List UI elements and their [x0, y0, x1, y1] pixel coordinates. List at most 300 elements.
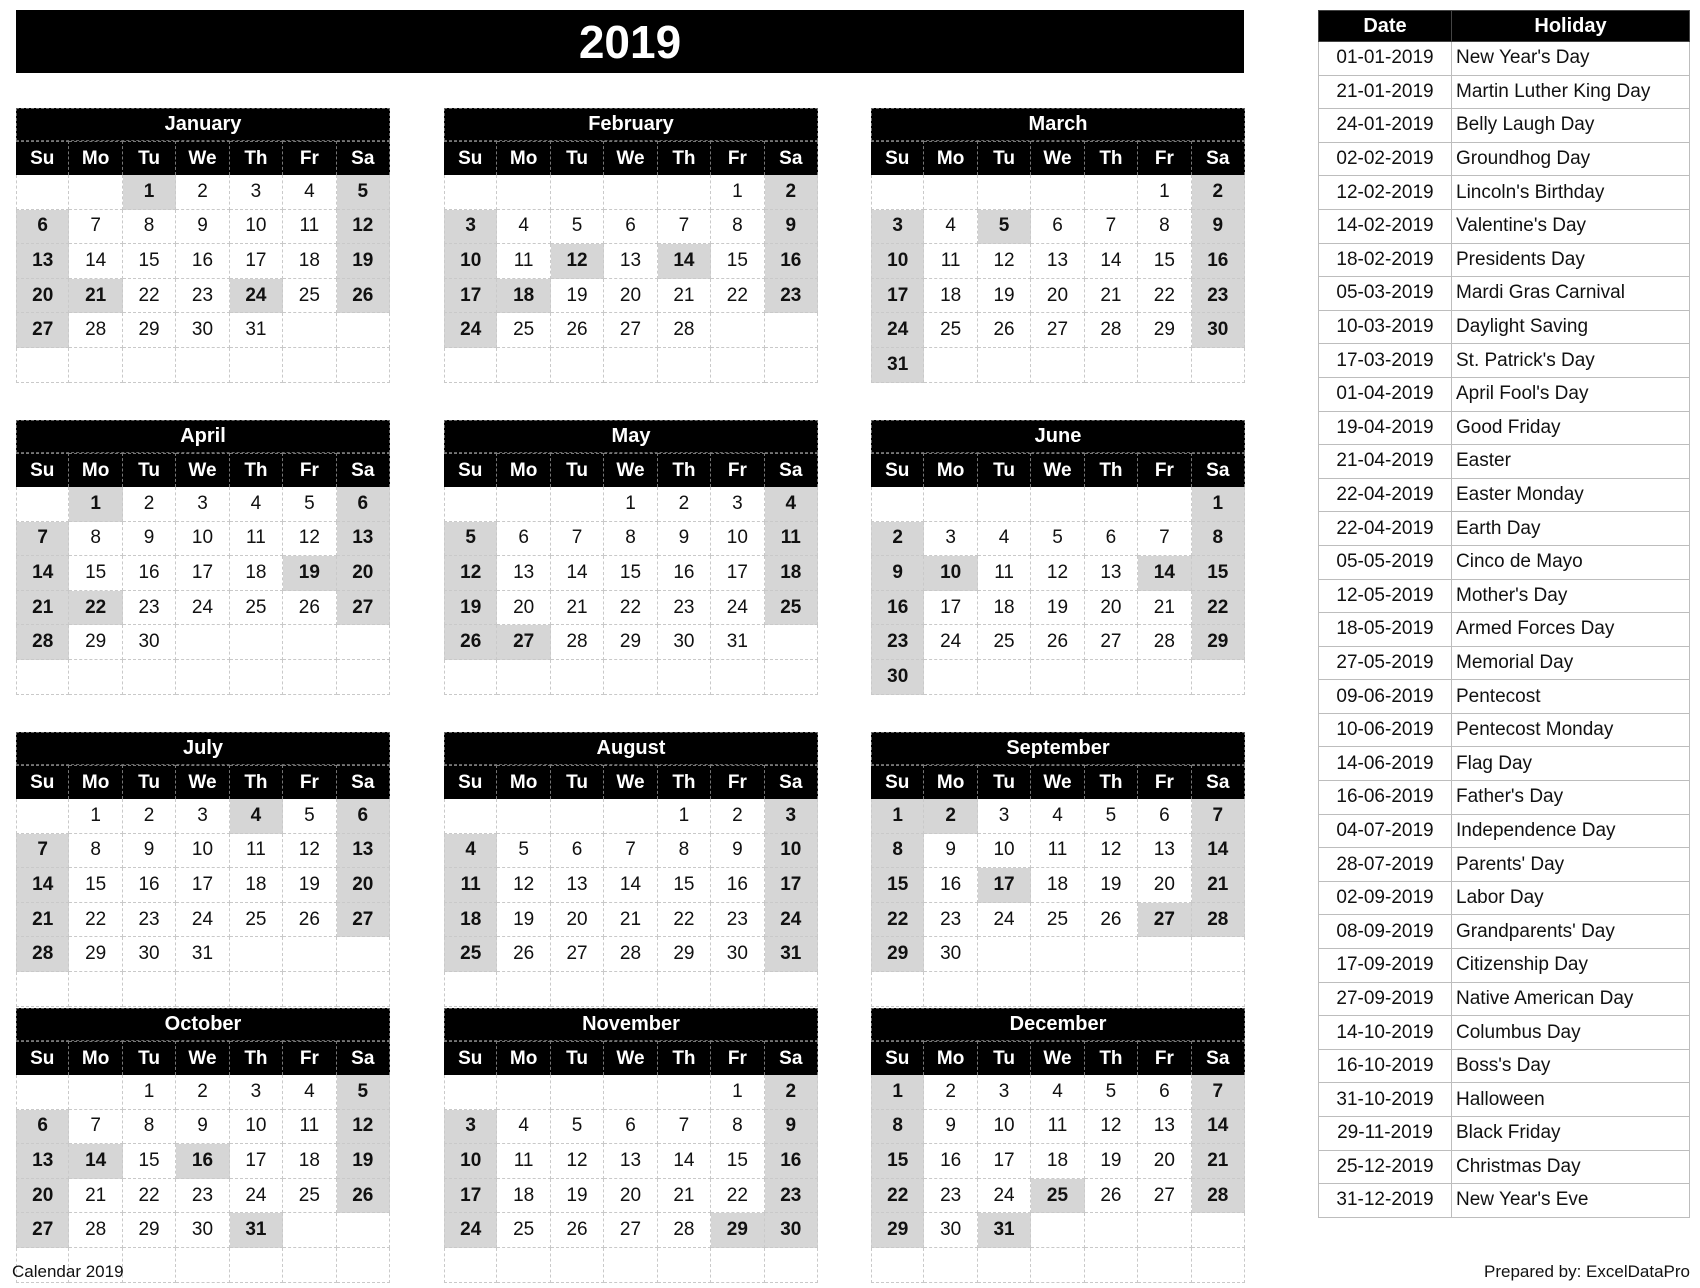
holiday-date: 17-03-2019	[1319, 344, 1452, 378]
empty-day-cell	[551, 660, 604, 695]
day-cell: 2	[924, 799, 977, 834]
day-cell: 28	[1192, 903, 1245, 938]
weekday-header: Fr	[711, 141, 764, 175]
weekday-header: Th	[230, 141, 283, 175]
empty-day-cell	[1192, 660, 1245, 695]
day-cell: 8	[1192, 522, 1245, 557]
day-cell: 12	[337, 210, 390, 245]
holiday-name: New Year's Eve	[1452, 1184, 1690, 1218]
weekday-header: Mo	[497, 1041, 550, 1075]
day-cell: 2	[123, 487, 176, 522]
weekday-header: Mo	[69, 1041, 122, 1075]
day-cell: 10	[444, 244, 497, 279]
date-column-header: Date	[1319, 11, 1452, 42]
day-cell: 26	[551, 1213, 604, 1248]
day-cell: 25	[497, 313, 550, 348]
day-cell: 19	[978, 279, 1031, 314]
empty-day-cell	[658, 175, 711, 210]
day-cell: 18	[924, 279, 977, 314]
holiday-row	[1319, 512, 1690, 546]
day-cell: 12	[444, 556, 497, 591]
weekday-header: We	[1031, 765, 1084, 799]
empty-day-cell	[497, 660, 550, 695]
day-cell: 21	[658, 1179, 711, 1214]
day-cell: 23	[924, 1179, 977, 1214]
day-cell: 7	[604, 834, 657, 869]
holiday-date: 17-09-2019	[1319, 949, 1452, 983]
day-cell: 31	[230, 313, 283, 348]
holiday-name: St. Patrick's Day	[1452, 344, 1690, 378]
day-cell: 17	[176, 556, 229, 591]
day-cell: 25	[765, 591, 818, 626]
weekday-header: Tu	[978, 765, 1031, 799]
weekday-header: Sa	[765, 1041, 818, 1075]
holiday-row	[1319, 747, 1690, 781]
day-cell: 17	[978, 868, 1031, 903]
weekday-header: Th	[230, 1041, 283, 1075]
holiday-date: 09-06-2019	[1319, 680, 1452, 714]
day-cell: 31	[765, 937, 818, 972]
calendar-title: 2019	[16, 10, 1244, 73]
day-cell: 5	[337, 1075, 390, 1110]
day-cell: 1	[711, 175, 764, 210]
day-cell: 24	[176, 591, 229, 626]
empty-day-cell	[176, 972, 229, 1007]
day-cell: 19	[497, 903, 550, 938]
weekday-header: Sa	[1192, 453, 1245, 487]
empty-day-cell	[1085, 972, 1138, 1007]
day-cell: 17	[924, 591, 977, 626]
weekday-header: We	[604, 453, 657, 487]
holiday-name: Pentecost	[1452, 680, 1690, 714]
day-cell: 21	[69, 279, 122, 314]
empty-day-cell	[337, 1213, 390, 1248]
empty-day-cell	[551, 348, 604, 383]
day-cell: 6	[1031, 210, 1084, 245]
day-cell: 4	[1031, 799, 1084, 834]
day-cell: 19	[337, 1144, 390, 1179]
empty-day-cell	[871, 175, 924, 210]
day-cell: 3	[230, 175, 283, 210]
holiday-row	[1319, 310, 1690, 344]
empty-day-cell	[604, 175, 657, 210]
holiday-date: 01-01-2019	[1319, 42, 1452, 76]
day-cell: 6	[337, 487, 390, 522]
empty-day-cell	[337, 660, 390, 695]
day-cell: 26	[1085, 903, 1138, 938]
holiday-row	[1319, 1016, 1690, 1050]
day-cell: 30	[765, 1213, 818, 1248]
day-cell: 18	[1031, 1144, 1084, 1179]
day-cell: 20	[16, 1179, 69, 1214]
empty-day-cell	[283, 1213, 336, 1248]
weekday-header: Fr	[283, 453, 336, 487]
day-cell: 2	[1192, 175, 1245, 210]
day-cell: 23	[924, 903, 977, 938]
weekday-header: Th	[658, 1041, 711, 1075]
month-name: October	[16, 1008, 390, 1041]
day-cell: 8	[711, 1110, 764, 1145]
day-cell: 15	[604, 556, 657, 591]
holiday-name: Armed Forces Day	[1452, 613, 1690, 647]
day-cell: 7	[658, 1110, 711, 1145]
day-cell: 13	[604, 1144, 657, 1179]
empty-day-cell	[444, 660, 497, 695]
day-cell: 2	[123, 799, 176, 834]
holiday-row	[1319, 109, 1690, 143]
day-cell: 2	[924, 1075, 977, 1110]
day-cell: 17	[978, 1144, 1031, 1179]
day-cell: 17	[711, 556, 764, 591]
day-cell: 5	[1031, 522, 1084, 557]
day-cell: 13	[1031, 244, 1084, 279]
day-cell: 4	[765, 487, 818, 522]
day-cell: 9	[765, 210, 818, 245]
day-cell: 20	[497, 591, 550, 626]
empty-day-cell	[604, 1248, 657, 1283]
weekday-header: Mo	[69, 141, 122, 175]
day-cell: 27	[604, 1213, 657, 1248]
empty-day-cell	[497, 799, 550, 834]
holiday-name: Grandparents' Day	[1452, 915, 1690, 949]
day-cell: 5	[283, 487, 336, 522]
holiday-row	[1319, 814, 1690, 848]
weekday-header: We	[176, 1041, 229, 1075]
day-cell: 9	[711, 834, 764, 869]
empty-day-cell	[1138, 660, 1191, 695]
empty-day-cell	[230, 625, 283, 660]
day-cell: 24	[765, 903, 818, 938]
day-cell: 23	[765, 1179, 818, 1214]
holiday-date: 05-03-2019	[1319, 277, 1452, 311]
day-cell: 28	[604, 937, 657, 972]
day-cell: 1	[1138, 175, 1191, 210]
holiday-row	[1319, 176, 1690, 210]
day-cell: 4	[283, 175, 336, 210]
day-cell: 5	[283, 799, 336, 834]
holiday-date: 18-05-2019	[1319, 613, 1452, 647]
day-cell: 22	[658, 903, 711, 938]
weekday-header: We	[604, 141, 657, 175]
empty-day-cell	[444, 1248, 497, 1283]
holiday-name: April Fool's Day	[1452, 377, 1690, 411]
day-cell: 28	[658, 313, 711, 348]
month-name: January	[16, 108, 390, 141]
holiday-date: 08-09-2019	[1319, 915, 1452, 949]
weekday-header: Fr	[1138, 141, 1191, 175]
empty-day-cell	[765, 625, 818, 660]
day-cell: 7	[69, 1110, 122, 1145]
empty-day-cell	[16, 799, 69, 834]
weekday-header: Su	[871, 765, 924, 799]
day-cell: 14	[658, 244, 711, 279]
month-july	[16, 732, 390, 1007]
empty-day-cell	[337, 313, 390, 348]
empty-day-cell	[871, 1248, 924, 1283]
weekday-header: Sa	[765, 141, 818, 175]
holiday-row	[1319, 142, 1690, 176]
day-cell: 12	[551, 1144, 604, 1179]
weekday-header: Th	[1085, 453, 1138, 487]
empty-day-cell	[1031, 348, 1084, 383]
holiday-date: 29-11-2019	[1319, 1117, 1452, 1151]
empty-day-cell	[1085, 175, 1138, 210]
day-cell: 19	[337, 244, 390, 279]
day-cell: 7	[16, 522, 69, 557]
day-cell: 12	[497, 868, 550, 903]
weekday-header: We	[604, 765, 657, 799]
empty-day-cell	[69, 972, 122, 1007]
day-cell: 9	[1192, 210, 1245, 245]
month-day-grid	[16, 453, 390, 695]
holiday-name: Cinco de Mayo	[1452, 545, 1690, 579]
holiday-name: Black Friday	[1452, 1117, 1690, 1151]
day-cell: 9	[765, 1110, 818, 1145]
day-cell: 11	[497, 1144, 550, 1179]
weekday-header: Tu	[123, 141, 176, 175]
weekday-header: Tu	[551, 1041, 604, 1075]
holiday-name: Halloween	[1452, 1083, 1690, 1117]
month-name: May	[444, 420, 818, 453]
month-march	[871, 108, 1245, 383]
weekday-header: Mo	[924, 1041, 977, 1075]
day-cell: 15	[871, 1144, 924, 1179]
empty-day-cell	[444, 175, 497, 210]
day-cell: 13	[16, 1144, 69, 1179]
day-cell: 23	[658, 591, 711, 626]
holiday-row	[1319, 277, 1690, 311]
day-cell: 3	[711, 487, 764, 522]
day-cell: 11	[497, 244, 550, 279]
day-cell: 30	[924, 1213, 977, 1248]
holiday-date: 22-04-2019	[1319, 512, 1452, 546]
day-cell: 17	[444, 1179, 497, 1214]
day-cell: 3	[444, 210, 497, 245]
day-cell: 16	[658, 556, 711, 591]
day-cell: 9	[658, 522, 711, 557]
holiday-date: 02-02-2019	[1319, 142, 1452, 176]
day-cell: 5	[978, 210, 1031, 245]
day-cell: 7	[69, 210, 122, 245]
day-cell: 17	[765, 868, 818, 903]
weekday-header: Su	[16, 1041, 69, 1075]
holiday-name: Native American Day	[1452, 982, 1690, 1016]
day-cell: 11	[283, 210, 336, 245]
empty-day-cell	[658, 660, 711, 695]
holiday-row	[1319, 209, 1690, 243]
month-day-grid	[871, 765, 1245, 1007]
empty-day-cell	[1192, 937, 1245, 972]
day-cell: 30	[123, 625, 176, 660]
holiday-row	[1319, 713, 1690, 747]
weekday-header: Su	[444, 141, 497, 175]
month-february	[444, 108, 818, 383]
day-cell: 26	[1031, 625, 1084, 660]
month-day-grid	[871, 453, 1245, 695]
empty-day-cell	[16, 487, 69, 522]
empty-day-cell	[283, 1248, 336, 1283]
empty-day-cell	[1031, 972, 1084, 1007]
day-cell: 3	[176, 799, 229, 834]
holiday-row	[1319, 1049, 1690, 1083]
empty-day-cell	[16, 972, 69, 1007]
day-cell: 21	[16, 591, 69, 626]
day-cell: 8	[69, 522, 122, 557]
empty-day-cell	[1031, 937, 1084, 972]
weekday-header: Sa	[337, 1041, 390, 1075]
day-cell: 16	[123, 556, 176, 591]
holiday-name: Boss's Day	[1452, 1049, 1690, 1083]
holiday-date: 05-05-2019	[1319, 545, 1452, 579]
month-name: July	[16, 732, 390, 765]
empty-day-cell	[123, 972, 176, 1007]
empty-day-cell	[230, 660, 283, 695]
empty-day-cell	[16, 1075, 69, 1110]
holiday-table	[1318, 10, 1690, 1218]
weekday-header: Tu	[978, 1041, 1031, 1075]
empty-day-cell	[551, 175, 604, 210]
day-cell: 18	[765, 556, 818, 591]
holiday-row	[1319, 42, 1690, 76]
day-cell: 13	[1138, 834, 1191, 869]
month-day-grid	[444, 141, 818, 383]
day-cell: 18	[283, 1144, 336, 1179]
day-cell: 10	[230, 210, 283, 245]
weekday-header: Mo	[69, 453, 122, 487]
weekday-header: Su	[16, 141, 69, 175]
day-cell: 10	[176, 522, 229, 557]
weekday-header: We	[1031, 1041, 1084, 1075]
day-cell: 18	[230, 556, 283, 591]
holiday-name: Parents' Day	[1452, 848, 1690, 882]
day-cell: 31	[871, 348, 924, 383]
holiday-date: 19-04-2019	[1319, 411, 1452, 445]
weekday-header: Tu	[123, 453, 176, 487]
empty-day-cell	[604, 660, 657, 695]
day-cell: 22	[871, 1179, 924, 1214]
day-cell: 13	[337, 834, 390, 869]
empty-day-cell	[765, 660, 818, 695]
holiday-name: Presidents Day	[1452, 243, 1690, 277]
empty-day-cell	[765, 348, 818, 383]
day-cell: 12	[1085, 1110, 1138, 1145]
empty-day-cell	[1192, 1213, 1245, 1248]
month-day-grid	[16, 141, 390, 383]
day-cell: 12	[551, 244, 604, 279]
holiday-name: Earth Day	[1452, 512, 1690, 546]
day-cell: 24	[978, 1179, 1031, 1214]
day-cell: 19	[444, 591, 497, 626]
day-cell: 15	[711, 244, 764, 279]
weekday-header: Mo	[69, 765, 122, 799]
holiday-name: Labor Day	[1452, 881, 1690, 915]
day-cell: 30	[176, 313, 229, 348]
day-cell: 10	[230, 1110, 283, 1145]
empty-day-cell	[444, 487, 497, 522]
day-cell: 26	[337, 1179, 390, 1214]
holiday-name: Mardi Gras Carnival	[1452, 277, 1690, 311]
holiday-date: 31-12-2019	[1319, 1184, 1452, 1218]
holiday-name: Pentecost Monday	[1452, 713, 1690, 747]
holiday-name: Groundhog Day	[1452, 142, 1690, 176]
weekday-header: Tu	[978, 141, 1031, 175]
empty-day-cell	[283, 972, 336, 1007]
day-cell: 10	[444, 1144, 497, 1179]
holiday-date: 12-05-2019	[1319, 579, 1452, 613]
weekday-header: Mo	[924, 765, 977, 799]
empty-day-cell	[1085, 487, 1138, 522]
holiday-date: 28-07-2019	[1319, 848, 1452, 882]
empty-day-cell	[711, 660, 764, 695]
day-cell: 29	[123, 313, 176, 348]
weekday-header: We	[176, 141, 229, 175]
day-cell: 5	[551, 1110, 604, 1145]
empty-day-cell	[1085, 660, 1138, 695]
weekday-header: Su	[16, 765, 69, 799]
month-day-grid	[444, 765, 818, 1007]
day-cell: 31	[230, 1213, 283, 1248]
day-cell: 27	[1031, 313, 1084, 348]
holiday-row	[1319, 75, 1690, 109]
empty-day-cell	[924, 175, 977, 210]
day-cell: 20	[16, 279, 69, 314]
empty-day-cell	[444, 972, 497, 1007]
day-cell: 30	[924, 937, 977, 972]
empty-day-cell	[1138, 972, 1191, 1007]
day-cell: 1	[123, 1075, 176, 1110]
day-cell: 3	[924, 522, 977, 557]
day-cell: 4	[1031, 1075, 1084, 1110]
day-cell: 7	[1138, 522, 1191, 557]
day-cell: 22	[69, 591, 122, 626]
day-cell: 21	[16, 903, 69, 938]
weekday-header: Tu	[123, 1041, 176, 1075]
day-cell: 6	[551, 834, 604, 869]
empty-day-cell	[978, 972, 1031, 1007]
day-cell: 7	[16, 834, 69, 869]
day-cell: 6	[1138, 799, 1191, 834]
day-cell: 3	[871, 210, 924, 245]
day-cell: 9	[924, 834, 977, 869]
empty-day-cell	[16, 348, 69, 383]
day-cell: 21	[1192, 1144, 1245, 1179]
day-cell: 11	[444, 868, 497, 903]
holiday-date: 16-06-2019	[1319, 781, 1452, 815]
empty-day-cell	[69, 660, 122, 695]
day-cell: 20	[551, 903, 604, 938]
day-cell: 25	[924, 313, 977, 348]
day-cell: 13	[16, 244, 69, 279]
weekday-header: Fr	[711, 453, 764, 487]
day-cell: 2	[176, 1075, 229, 1110]
day-cell: 11	[924, 244, 977, 279]
empty-day-cell	[924, 972, 977, 1007]
empty-day-cell	[337, 937, 390, 972]
weekday-header: We	[1031, 141, 1084, 175]
holiday-row	[1319, 1083, 1690, 1117]
month-name: December	[871, 1008, 1245, 1041]
day-cell: 28	[658, 1213, 711, 1248]
month-june	[871, 420, 1245, 695]
day-cell: 18	[497, 279, 550, 314]
empty-day-cell	[283, 348, 336, 383]
day-cell: 23	[123, 903, 176, 938]
empty-day-cell	[711, 972, 764, 1007]
empty-day-cell	[765, 972, 818, 1007]
day-cell: 24	[230, 1179, 283, 1214]
day-cell: 14	[604, 868, 657, 903]
day-cell: 24	[978, 903, 1031, 938]
